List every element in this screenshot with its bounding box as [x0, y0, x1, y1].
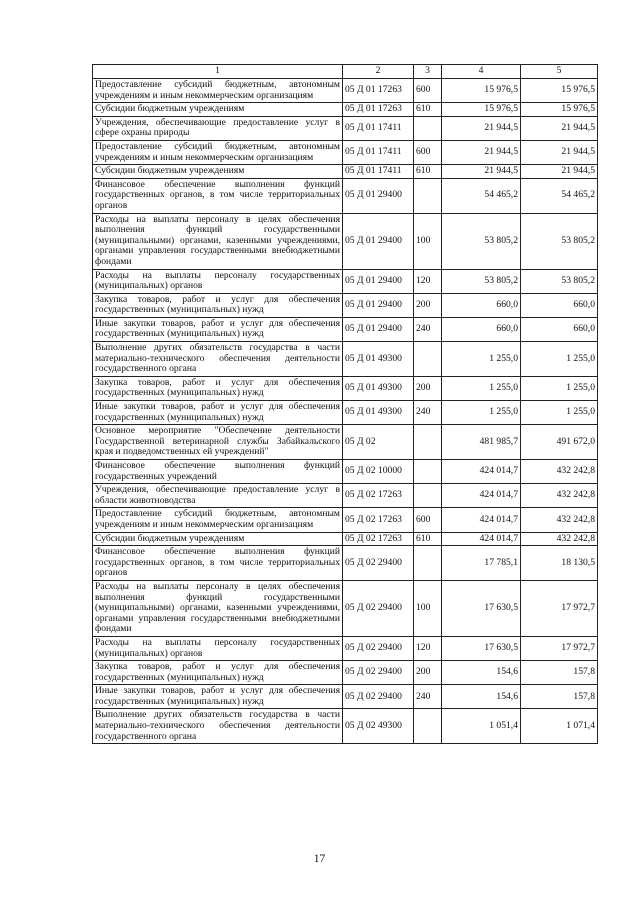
row-expense-type-cell — [414, 546, 442, 581]
row-name-cell: Субсидии бюджетным учреждениям — [93, 165, 343, 179]
table-row — [93, 460, 598, 484]
row-name-cell: Финансовое обеспечение выполнения функций государственных органов, в том числе территориальных органов — [93, 178, 343, 213]
row-expense-type-cell: 240 — [414, 685, 442, 709]
row-code-cell: 05 Д 01 17263 — [343, 79, 414, 103]
row-name-cell: Выполнение других обязательств государства в части материально-технического обеспечения деятельности государственного органа — [93, 709, 343, 744]
row-expense-type-cell: 120 — [414, 636, 442, 660]
row-name-cell: Субсидии бюджетным учреждениям — [93, 532, 343, 546]
row-amount-year1-cell: 660,0 — [442, 293, 521, 317]
table-row — [93, 293, 598, 317]
row-code-cell: 05 Д 01 29400 — [343, 317, 414, 341]
row-amount-year2-cell: 53 805,2 — [521, 213, 598, 269]
row-amount-year1-cell: 53 805,2 — [442, 269, 521, 293]
row-name-cell: Основное мероприятие "Обеспечение деятельности Государственной ветеринарной службы Забайкальского края и подведомственных ей учреждений" — [93, 425, 343, 460]
row-code-cell: 05 Д 02 29400 — [343, 685, 414, 709]
table-row — [93, 213, 598, 269]
table-row — [93, 116, 598, 140]
row-name-cell: Иные закупки товаров, работ и услуг для обеспечения государственных (муниципальных) нужд — [93, 317, 343, 341]
row-code-cell: 05 Д 01 49300 — [343, 342, 414, 377]
row-expense-type-cell — [414, 484, 442, 508]
row-amount-year2-cell: 18 130,5 — [521, 546, 598, 581]
table-row — [93, 532, 598, 546]
row-code-cell: 05 Д 02 29400 — [343, 580, 414, 636]
table-row — [93, 484, 598, 508]
row-code-cell: 05 Д 02 29400 — [343, 546, 414, 581]
row-name-cell: Учреждения, обеспечивающие предоставление услуг в области животноводства — [93, 484, 343, 508]
row-amount-year2-cell: 432 242,8 — [521, 532, 598, 546]
budget-table-body — [93, 65, 598, 744]
row-expense-type-cell — [414, 342, 442, 377]
row-amount-year2-cell: 15 976,5 — [521, 79, 598, 103]
table-row — [93, 661, 598, 685]
row-amount-year1-cell: 53 805,2 — [442, 213, 521, 269]
table-header-row — [93, 65, 598, 79]
row-expense-type-cell: 100 — [414, 580, 442, 636]
row-amount-year2-cell: 17 972,7 — [521, 636, 598, 660]
row-amount-year1-cell: 424 014,7 — [442, 508, 521, 532]
row-code-cell: 05 Д 02 17263 — [343, 532, 414, 546]
row-name-cell: Иные закупки товаров, работ и услуг для обеспечения государственных (муниципальных) нужд — [93, 685, 343, 709]
column-header-1: 1 — [93, 65, 343, 79]
row-expense-type-cell: 240 — [414, 317, 442, 341]
row-name-cell: Предоставление субсидий бюджетным, автономным учреждениям и иным некоммерческим организациям — [93, 79, 343, 103]
row-code-cell: 05 Д 02 10000 — [343, 460, 414, 484]
row-amount-year2-cell: 1 255,0 — [521, 342, 598, 377]
row-name-cell: Предоставление субсидий бюджетным, автономным учреждениям и иным некоммерческим организациям — [93, 140, 343, 164]
row-name-cell: Закупка товаров, работ и услуг для обеспечения государственных (муниципальных) нужд — [93, 293, 343, 317]
row-expense-type-cell: 600 — [414, 508, 442, 532]
row-name-cell: Закупка товаров, работ и услуг для обеспечения государственных (муниципальных) нужд — [93, 661, 343, 685]
row-amount-year2-cell: 432 242,8 — [521, 484, 598, 508]
row-amount-year1-cell: 660,0 — [442, 317, 521, 341]
table-row — [93, 317, 598, 341]
table-row — [93, 79, 598, 103]
row-amount-year2-cell: 157,8 — [521, 661, 598, 685]
column-header-5: 5 — [521, 65, 598, 79]
row-amount-year1-cell: 154,6 — [442, 685, 521, 709]
row-expense-type-cell: 100 — [414, 213, 442, 269]
table-row — [93, 636, 598, 660]
row-code-cell: 05 Д 01 49300 — [343, 376, 414, 400]
row-expense-type-cell: 200 — [414, 376, 442, 400]
row-code-cell: 05 Д 01 17411 — [343, 140, 414, 164]
row-amount-year2-cell: 491 672,0 — [521, 425, 598, 460]
table-row — [93, 178, 598, 213]
row-amount-year2-cell: 21 944,5 — [521, 165, 598, 179]
row-code-cell: 05 Д 01 29400 — [343, 213, 414, 269]
row-amount-year2-cell: 1 071,4 — [521, 709, 598, 744]
table-row — [93, 709, 598, 744]
row-amount-year1-cell: 21 944,5 — [442, 140, 521, 164]
table-row — [93, 546, 598, 581]
row-name-cell: Предоставление субсидий бюджетным, автономным учреждениям и иным некоммерческим организациям — [93, 508, 343, 532]
row-amount-year1-cell: 17 785,1 — [442, 546, 521, 581]
row-name-cell: Расходы на выплаты персоналу в целях обеспечения выполнения функций государственными (муниципальными) органами, казенными учреждениями, органами управления государственными внебюджетными фондами — [93, 213, 343, 269]
row-name-cell: Расходы на выплаты персоналу государственных (муниципальных) органов — [93, 636, 343, 660]
column-header-2: 2 — [343, 65, 414, 79]
row-amount-year2-cell: 1 255,0 — [521, 401, 598, 425]
row-name-cell: Субсидии бюджетным учреждениям — [93, 103, 343, 117]
row-code-cell: 05 Д 02 29400 — [343, 661, 414, 685]
row-name-cell: Расходы на выплаты персоналу государственных (муниципальных) органов — [93, 269, 343, 293]
row-amount-year2-cell: 660,0 — [521, 317, 598, 341]
row-amount-year1-cell: 21 944,5 — [442, 165, 521, 179]
row-amount-year1-cell: 154,6 — [442, 661, 521, 685]
row-expense-type-cell: 120 — [414, 269, 442, 293]
row-amount-year1-cell: 15 976,5 — [442, 79, 521, 103]
table-row — [93, 103, 598, 117]
row-amount-year2-cell: 54 465,2 — [521, 178, 598, 213]
row-expense-type-cell: 200 — [414, 293, 442, 317]
row-name-cell: Закупка товаров, работ и услуг для обеспечения государственных (муниципальных) нужд — [93, 376, 343, 400]
row-amount-year2-cell: 432 242,8 — [521, 508, 598, 532]
row-amount-year2-cell: 432 242,8 — [521, 460, 598, 484]
row-amount-year2-cell: 1 255,0 — [521, 376, 598, 400]
row-expense-type-cell: 600 — [414, 79, 442, 103]
row-expense-type-cell: 610 — [414, 103, 442, 117]
row-name-cell: Учреждения, обеспечивающие предоставление услуг в сфере охраны природы — [93, 116, 343, 140]
row-code-cell: 05 Д 01 49300 — [343, 401, 414, 425]
row-amount-year1-cell: 424 014,7 — [442, 460, 521, 484]
table-row — [93, 165, 598, 179]
row-amount-year2-cell: 21 944,5 — [521, 140, 598, 164]
row-expense-type-cell: 610 — [414, 165, 442, 179]
row-amount-year1-cell: 1 051,4 — [442, 709, 521, 744]
row-amount-year2-cell: 21 944,5 — [521, 116, 598, 140]
row-code-cell: 05 Д 01 29400 — [343, 293, 414, 317]
row-name-cell: Финансовое обеспечение выполнения функций государственных учреждений — [93, 460, 343, 484]
row-amount-year1-cell: 424 014,7 — [442, 484, 521, 508]
row-amount-year1-cell: 481 985,7 — [442, 425, 521, 460]
row-amount-year1-cell: 17 630,5 — [442, 580, 521, 636]
table-row — [93, 685, 598, 709]
row-expense-type-cell: 610 — [414, 532, 442, 546]
row-code-cell: 05 Д 02 — [343, 425, 414, 460]
row-expense-type-cell — [414, 460, 442, 484]
budget-table — [92, 64, 598, 744]
row-amount-year1-cell: 17 630,5 — [442, 636, 521, 660]
row-amount-year1-cell: 21 944,5 — [442, 116, 521, 140]
row-expense-type-cell — [414, 709, 442, 744]
table-row — [93, 508, 598, 532]
row-amount-year1-cell: 1 255,0 — [442, 401, 521, 425]
row-expense-type-cell — [414, 425, 442, 460]
row-code-cell: 05 Д 01 29400 — [343, 269, 414, 293]
row-code-cell: 05 Д 02 49300 — [343, 709, 414, 744]
row-expense-type-cell: 200 — [414, 661, 442, 685]
table-row — [93, 342, 598, 377]
row-code-cell: 05 Д 01 17411 — [343, 165, 414, 179]
table-row — [93, 140, 598, 164]
column-header-3: 3 — [414, 65, 442, 79]
column-header-4: 4 — [442, 65, 521, 79]
row-amount-year1-cell: 54 465,2 — [442, 178, 521, 213]
row-name-cell: Расходы на выплаты персоналу в целях обеспечения выполнения функций государственными (муниципальными) органами, казенными учреждениями, органами управления государственными внебюджетными фондами — [93, 580, 343, 636]
table-row — [93, 401, 598, 425]
row-amount-year1-cell: 1 255,0 — [442, 376, 521, 400]
row-name-cell: Выполнение других обязательств государства в части материально-технического обеспечения деятельности государственного органа — [93, 342, 343, 377]
row-amount-year2-cell: 660,0 — [521, 293, 598, 317]
row-code-cell: 05 Д 02 17263 — [343, 484, 414, 508]
row-name-cell: Финансовое обеспечение выполнения функций государственных органов, в том числе территориальных органов — [93, 546, 343, 581]
page-number: 17 — [313, 853, 326, 865]
table-row — [93, 580, 598, 636]
row-expense-type-cell — [414, 178, 442, 213]
row-code-cell: 05 Д 02 17263 — [343, 508, 414, 532]
table-row — [93, 425, 598, 460]
row-code-cell: 05 Д 01 29400 — [343, 178, 414, 213]
row-expense-type-cell: 600 — [414, 140, 442, 164]
row-code-cell: 05 Д 01 17263 — [343, 103, 414, 117]
row-name-cell: Иные закупки товаров, работ и услуг для обеспечения государственных (муниципальных) нужд — [93, 401, 343, 425]
row-expense-type-cell: 240 — [414, 401, 442, 425]
row-amount-year2-cell: 17 972,7 — [521, 580, 598, 636]
table-row — [93, 376, 598, 400]
row-amount-year2-cell: 53 805,2 — [521, 269, 598, 293]
row-amount-year2-cell: 15 976,5 — [521, 103, 598, 117]
row-amount-year2-cell: 157,8 — [521, 685, 598, 709]
row-code-cell: 05 Д 02 29400 — [343, 636, 414, 660]
row-amount-year1-cell: 15 976,5 — [442, 103, 521, 117]
row-amount-year1-cell: 1 255,0 — [442, 342, 521, 377]
table-row — [93, 269, 598, 293]
row-code-cell: 05 Д 01 17411 — [343, 116, 414, 140]
row-expense-type-cell — [414, 116, 442, 140]
row-amount-year1-cell: 424 014,7 — [442, 532, 521, 546]
